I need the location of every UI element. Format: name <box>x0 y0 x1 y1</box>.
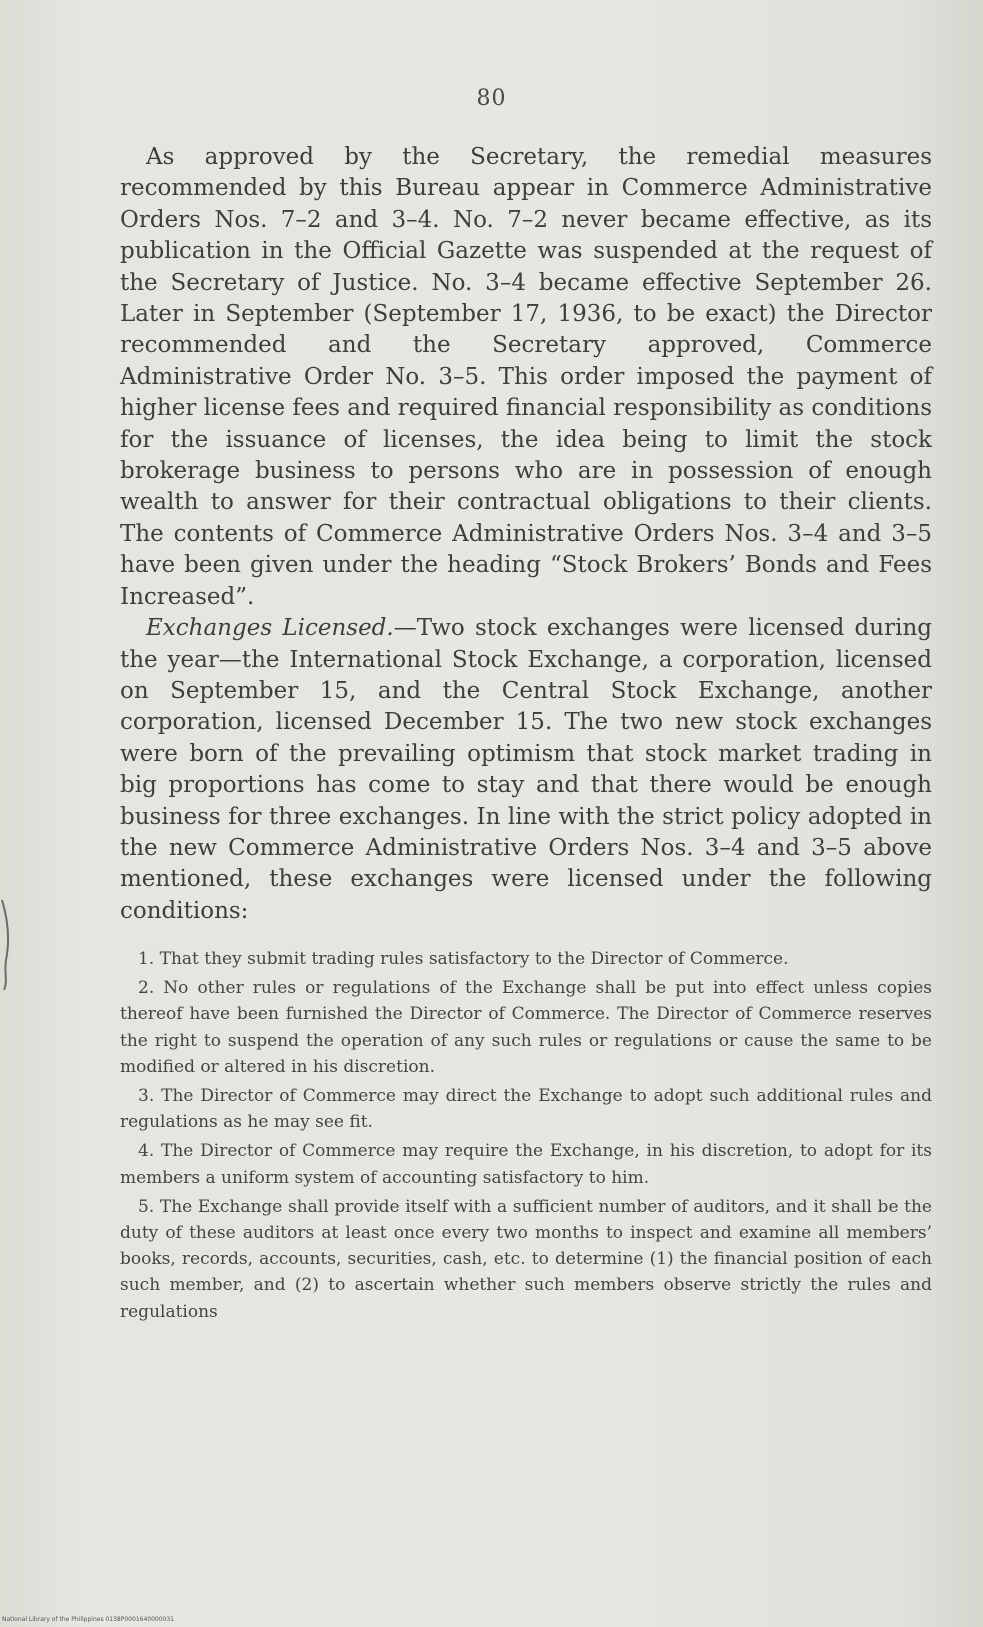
paragraph-text: As approved by the Secretary, the remedial measures recommended by this Bureau appear in Commerce Administrative Orders Nos. 7–2 and 3–4. No. 7–2 never became effective, as its publication in the Official Gazette was suspended at the request of the Secretary of Justice. No. 3–4 became effective September 26. Later in September (September 17, 1936, to be exact) the Director recommended and the Secretary approved, Commerce Administrative Order No. 3–5. This order imposed the payment of higher license fees and required financial responsibility as conditions for the issuance of licenses, the idea being to limit the stock brokerage business to persons who are in possession of enough wealth to answer for their contractual obligations to their clients. The contents of Commerce Administrative Orders Nos. 3–4 and 3–5 have been given under the heading “Stock Brokers’ Bonds and Fees Increased”. <box>120 144 933 610</box>
condition-item: 3. The Director of Commerce may direct the Exchange to adopt such additional rules and regulations as he may see fit. <box>120 1086 932 1133</box>
main-text <box>120 142 932 927</box>
condition-item: 4. The Director of Commerce may require the Exchange, in his discretion, to adopt for its members a uniform system of accounting satisfactory to him. <box>120 1141 932 1188</box>
scan-footer: National Library of the Philippines 0138P0001640000031 <box>2 1616 174 1623</box>
conditions-list <box>120 946 932 1328</box>
page-number: 80 <box>476 86 507 111</box>
page-edge-mark <box>0 900 14 990</box>
paragraph-text: —Two stock exchanges were licensed during the year—the International Stock Exchange, a corporation, licensed on September 15, and the Central Stock Exchange, another corporation, licensed December 15. The two new stock exchanges were born of the prevailing optimism that stock market trading in big proportions has come to stay and that there would be enough business for three exchanges. In line with the strict policy adopted in the new Commerce Administrative Orders Nos. 3–4 and 3–5 above mentioned, these exchanges were licensed under the following conditions: <box>120 615 932 924</box>
paragraph-remedial-measures <box>120 142 932 613</box>
condition-item: 2. No other rules or regulations of the Exchange shall be put into effect unless copies thereof have been furnished the Director of Commerce. The Director of Commerce reserves the right to suspend the operation of any such rules or regulations or cause the same to be modified or altered in his discretion. <box>120 978 932 1077</box>
section-heading: Exchanges Licensed. <box>146 615 394 642</box>
condition-item: 5. The Exchange shall provide itself with a sufficient number of auditors, and it shall be the duty of these auditors at least once every two months to inspect and examine all members’ books, records, accounts, securities, cash, etc. to determine (1) the financial position of each such member, and (2) to ascertain whether such members observe strictly the rules and regulations <box>120 1196 932 1322</box>
condition-item: 1. That they submit trading rules satisfactory to the Director of Commerce. <box>138 949 789 969</box>
paragraph-exchanges-licensed <box>120 613 932 927</box>
